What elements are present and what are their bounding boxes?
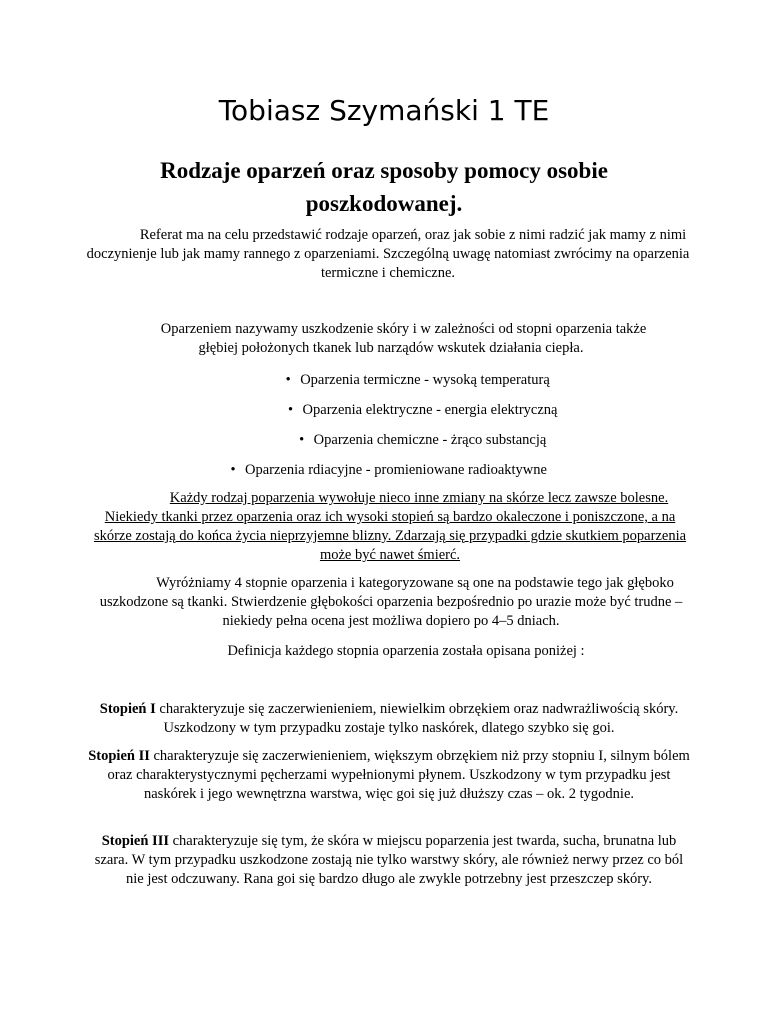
list-item bbox=[0, 401, 768, 420]
definition-paragraph: Oparzeniem nazywamy uszkodzenie skóry i w zależności od stopni oparzenia także głębiej położonych tkanek lub narządów wskutek działania ciepła. bbox=[160, 321, 647, 356]
degree-label: Stopień III bbox=[101, 833, 169, 849]
document-title: Rodzaje oparzeń oraz sposoby pomocy osobie poszkodowanej. bbox=[160, 158, 608, 216]
degree-paragraph bbox=[88, 832, 690, 889]
list-item bbox=[0, 461, 768, 480]
list-item-text: Oparzenia rdiacyjne - promieniowane radioaktywne bbox=[245, 462, 547, 478]
list-item-text: Oparzenia termiczne - wysoką temperaturą bbox=[300, 372, 550, 388]
intro-paragraph: Referat ma na celu przedstawić rodzaje oparzeń, oraz jak sobie z nimi radzić jak mamy z nimi doczynienje lub jak mamy rannego z oparzeniami. Szczególną uwagę natomiast zwrócimy na oparzenia termiczne i chemiczne. bbox=[86, 227, 690, 281]
degree-paragraph bbox=[88, 700, 690, 738]
list-item bbox=[0, 371, 768, 390]
bullet-icon: • bbox=[299, 432, 305, 448]
list-item-text: Oparzenia elektryczne - energia elektryczną bbox=[302, 402, 558, 418]
degree-text: charakteryzuje się zaczerwienieniem, niewielkim obrzękiem oraz nadwrażliwością skóry. Uszkodzony w tym przypadku zostaje tylko naskórek, dlatego szybko się goi. bbox=[155, 701, 679, 736]
bullet-icon: • bbox=[287, 402, 294, 418]
effects-paragraph: Każdy rodzaj poparzenia wywołuje nieco inne zmiany na skórze lecz zawsze bolesne. Niekiedy tkanki przez oparzenia oraz ich wysoki stopień są bardzo okaleczone i poniszczone, a na skórze zostają do końca życia nieprzyjemne blizny. Zdarzają się przypadki gdzie skutkiem poparzenia może być nawet śmierć. bbox=[93, 490, 687, 563]
definitions-line: Definicja każdego stopnia oparzenia została opisana poniżej : bbox=[227, 643, 585, 659]
degrees-intro-paragraph: Wyróżniamy 4 stopnie oparzenia i kategoryzowane są one na podstawie tego jak głęboko uszkodzone są tkanki. Stwierdzenie głębokości oparzenia bezpośrednio po urazie może być trudne – niekiedy pełna ocena jest możliwa dopiero po 4–5 dniach. bbox=[99, 575, 683, 629]
bullet-icon: • bbox=[230, 462, 236, 478]
list-item-text: Oparzenia chemiczne - żrąco substancją bbox=[313, 432, 547, 448]
degree-text: charakteryzuje się zaczerwienieniem, większym obrzękiem niż przy stopniu I, silnym bólem oraz charakterystycznymi pęcherzami wypełnionymi płynem. Uszkodzony w tym przypadku jest naskórek i jego wewnętrzna warstwa, więc goi się już dłuższy czas – ok. 2 tygodnie. bbox=[107, 748, 690, 802]
degree-label: Stopień II bbox=[88, 748, 150, 764]
degree-label: Stopień I bbox=[99, 701, 156, 717]
bullet-icon: • bbox=[285, 372, 291, 388]
author-line: Tobiasz Szymański 1 TE bbox=[218, 94, 550, 127]
degree-text: charakteryzuje się tym, że skóra w miejscu poparzenia jest twarda, sucha, brunatna lub szara. W tym przypadku uszkodzone zostają nie tylko warstwy skóry, ale również nerwy przez co ból nie jest odczuwany. Rana goi się bardzo długo ale zwykle potrzebny jest przeszczep skóry. bbox=[94, 833, 684, 887]
list-item bbox=[0, 431, 768, 450]
degree-paragraph bbox=[88, 747, 690, 804]
